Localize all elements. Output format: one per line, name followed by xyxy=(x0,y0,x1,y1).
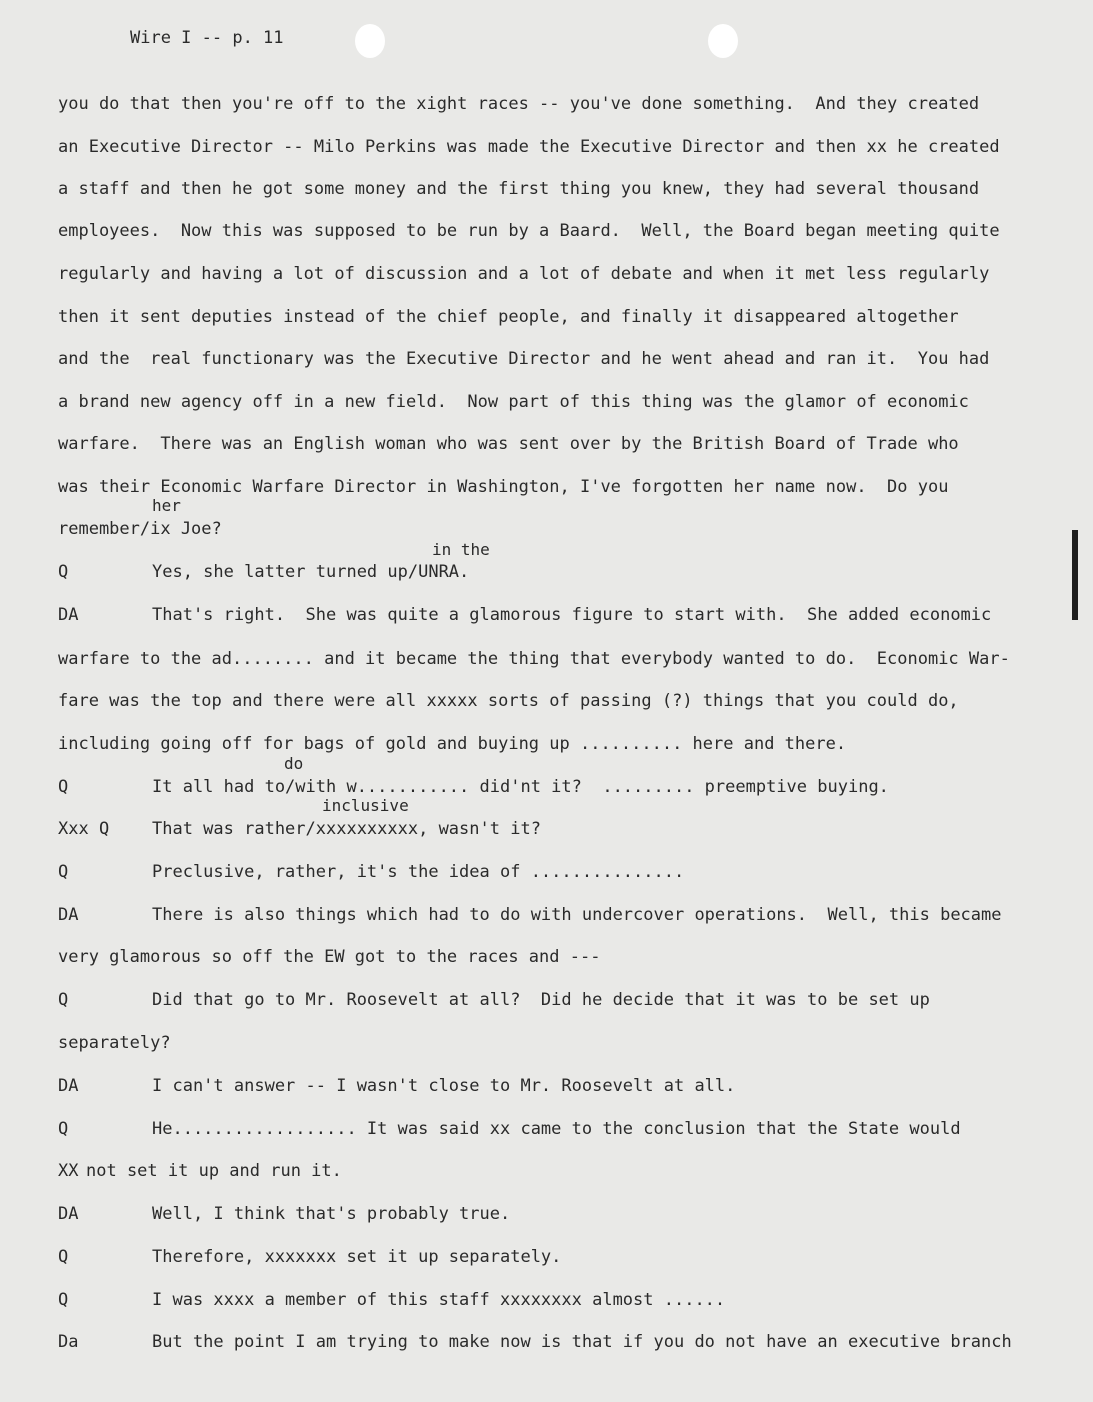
text-line: and the real functionary was the Executive Director and he went ahead and ran it. You had xyxy=(58,349,990,369)
speaker-label: DA xyxy=(58,1204,79,1224)
text-line: remember/ix Joe? xyxy=(58,519,222,539)
text-line: That was rather/xxxxxxxxxx, wasn't it? xyxy=(152,819,541,839)
text-line: But the point I am trying to make now is that if you do not have an executive branch xyxy=(152,1332,1012,1352)
edge-mark xyxy=(1072,530,1078,620)
speaker-label: Q xyxy=(58,1119,69,1139)
text-line: That's right. She was quite a glamorous figure to start with. She added economic xyxy=(152,605,992,625)
text-line: not set it up and run it. xyxy=(86,1161,342,1181)
text-line: Well, I think that's probably true. xyxy=(152,1204,511,1224)
speaker-label: XX xyxy=(58,1161,79,1181)
text-line: Yes, she latter turned up/UNRA. xyxy=(152,562,470,582)
text-line: Did that go to Mr. Roosevelt at all? Did he decide that it was to be set up xyxy=(152,990,930,1010)
text-line: I can't answer -- I wasn't close to Mr. Roosevelt at all. xyxy=(152,1076,736,1096)
text-line: an Executive Director -- Milo Perkins was made the Executive Director and then xx he created xyxy=(58,137,1000,157)
page-header: Wire I -- p. 11 xyxy=(130,28,284,48)
text-line: including going off for bags of gold and buying up .......... here and there. xyxy=(58,734,847,754)
speaker-label: Q xyxy=(58,1247,69,1267)
speaker-label: DA xyxy=(58,605,79,625)
text-line: employees. Now this was supposed to be run by a Baard. Well, the Board began meeting quite xyxy=(58,221,1000,241)
speaker-label: Q xyxy=(58,777,69,797)
text-line: regularly and having a lot of discussion and a lot of debate and when it met less regularly xyxy=(58,264,990,284)
insertion: her xyxy=(152,496,181,515)
speaker-label: DA xyxy=(58,1076,79,1096)
text-line: Preclusive, rather, it's the idea of ............... xyxy=(152,862,685,882)
speaker-label: Da xyxy=(58,1332,79,1352)
text-line: a brand new agency off in a new field. Now part of this thing was the glamor of economic xyxy=(58,392,969,412)
text-line: I was xxxx a member of this staff xxxxxxxx almost ...... xyxy=(152,1290,726,1310)
punch-hole xyxy=(708,24,738,58)
text-line: then it sent deputies instead of the chief people, and finally it disappeared altogether xyxy=(58,307,959,327)
text-line: was their Economic Warfare Director in Washington, I've forgotten her name now. Do you xyxy=(58,477,949,497)
punch-hole xyxy=(355,24,385,58)
text-line: a staff and then he got some money and the first thing you knew, they had several thousand xyxy=(58,179,980,199)
insertion: in the xyxy=(432,540,490,559)
text-line: Therefore, xxxxxxx set it up separately. xyxy=(152,1247,562,1267)
text-line: separately? xyxy=(58,1033,171,1053)
speaker-label: Xxx Q xyxy=(58,819,110,839)
insertion: do xyxy=(284,754,304,773)
speaker-label: Q xyxy=(58,1290,69,1310)
text-line: very glamorous so off the EW got to the races and --- xyxy=(58,947,601,967)
speaker-label: Q xyxy=(58,990,69,1010)
speaker-label: Q xyxy=(58,862,69,882)
text-line: warfare to the ad........ and it became the thing that everybody wanted to do. Economic War- xyxy=(58,649,1010,669)
text-line: warfare. There was an English woman who was sent over by the British Board of Trade who xyxy=(58,434,959,454)
text-line: you do that then you're off to the xight races -- you've done something. And they created xyxy=(58,94,980,114)
speaker-label: DA xyxy=(58,905,79,925)
insertion: inclusive xyxy=(322,796,409,815)
text-line: It all had to/with w........... did'nt it? ......... preemptive buying. xyxy=(152,777,889,797)
speaker-label: Q xyxy=(58,562,69,582)
text-line: He.................. It was said xx came to the conclusion that the State would xyxy=(152,1119,961,1139)
text-line: fare was the top and there were all xxxxx sorts of passing (?) things that you could do, xyxy=(58,691,959,711)
text-line: There is also things which had to do with undercover operations. Well, this became xyxy=(152,905,1002,925)
